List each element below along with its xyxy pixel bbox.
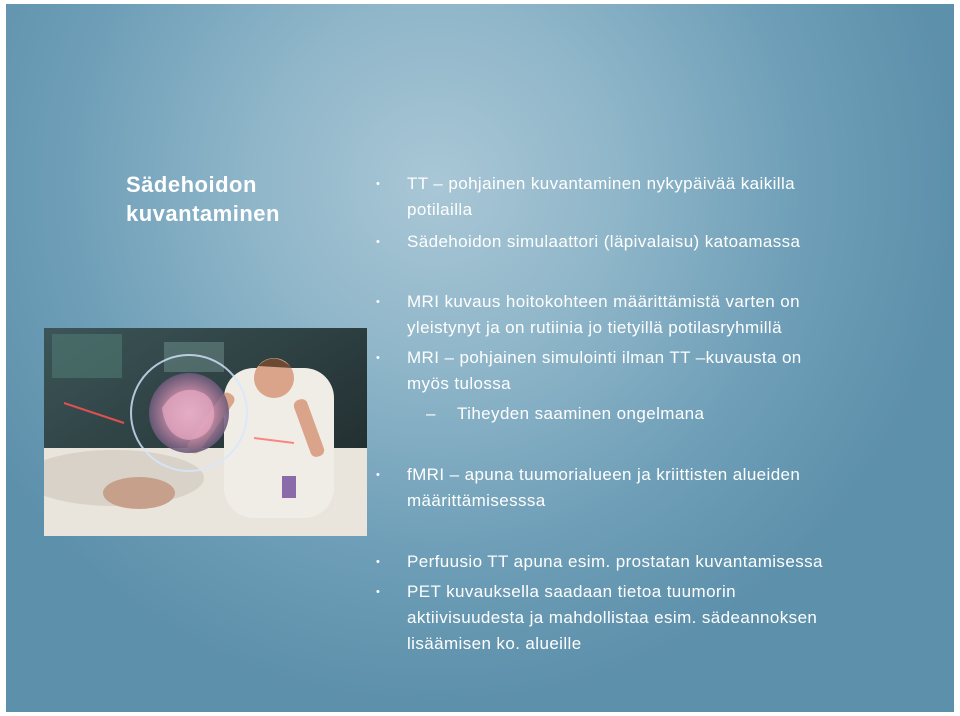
dash-icon: – [426,404,436,423]
list-item-text: Tiheyden saaminen ongelmana [457,404,705,423]
list-item [376,549,946,575]
list-item [376,345,946,397]
bullet-icon: • [376,352,381,364]
list-item-text: PET kuvauksella saadaan tietoa tuumorin aktiivisuudesta ja mahdollistaa esim. sädeannoksen lisäämisen ko. alueille [407,582,818,653]
bullet-icon: • [376,178,381,190]
list-item [376,171,946,223]
bullet-icon: • [376,469,381,481]
bullet-icon: • [376,296,381,308]
bullet-icon: • [376,586,381,598]
list-item-text: Perfuusio TT apuna esim. prostatan kuvantamisessa [407,552,823,571]
list-item [376,289,946,341]
list-sub-item [376,401,946,427]
medical-hologram-photo [44,328,367,536]
slide-title: Sädehoidon kuvantaminen [126,172,280,226]
slide [6,4,954,712]
bullet-icon: • [376,236,381,248]
list-item [376,229,946,255]
list-item-text: TT – pohjainen kuvantaminen nykypäivää kaikilla potilailla [407,174,795,219]
list-item-text: fMRI – apuna tuumorialueen ja kriittisten alueiden määrittämisesssa [407,465,801,510]
bullet-icon: • [376,556,381,568]
list-item [376,462,946,514]
list-item-text: MRI – pohjainen simulointi ilman TT –kuvausta on myös tulossa [407,348,802,393]
list-item [376,579,946,657]
list-item-text: Sädehoidon simulaattori (läpivalaisu) katoamassa [407,232,801,251]
list-item-text: MRI kuvaus hoitokohteen määrittämistä varten on yleistynyt ja on rutiinia jo tietyillä potilasryhmillä [407,292,800,337]
